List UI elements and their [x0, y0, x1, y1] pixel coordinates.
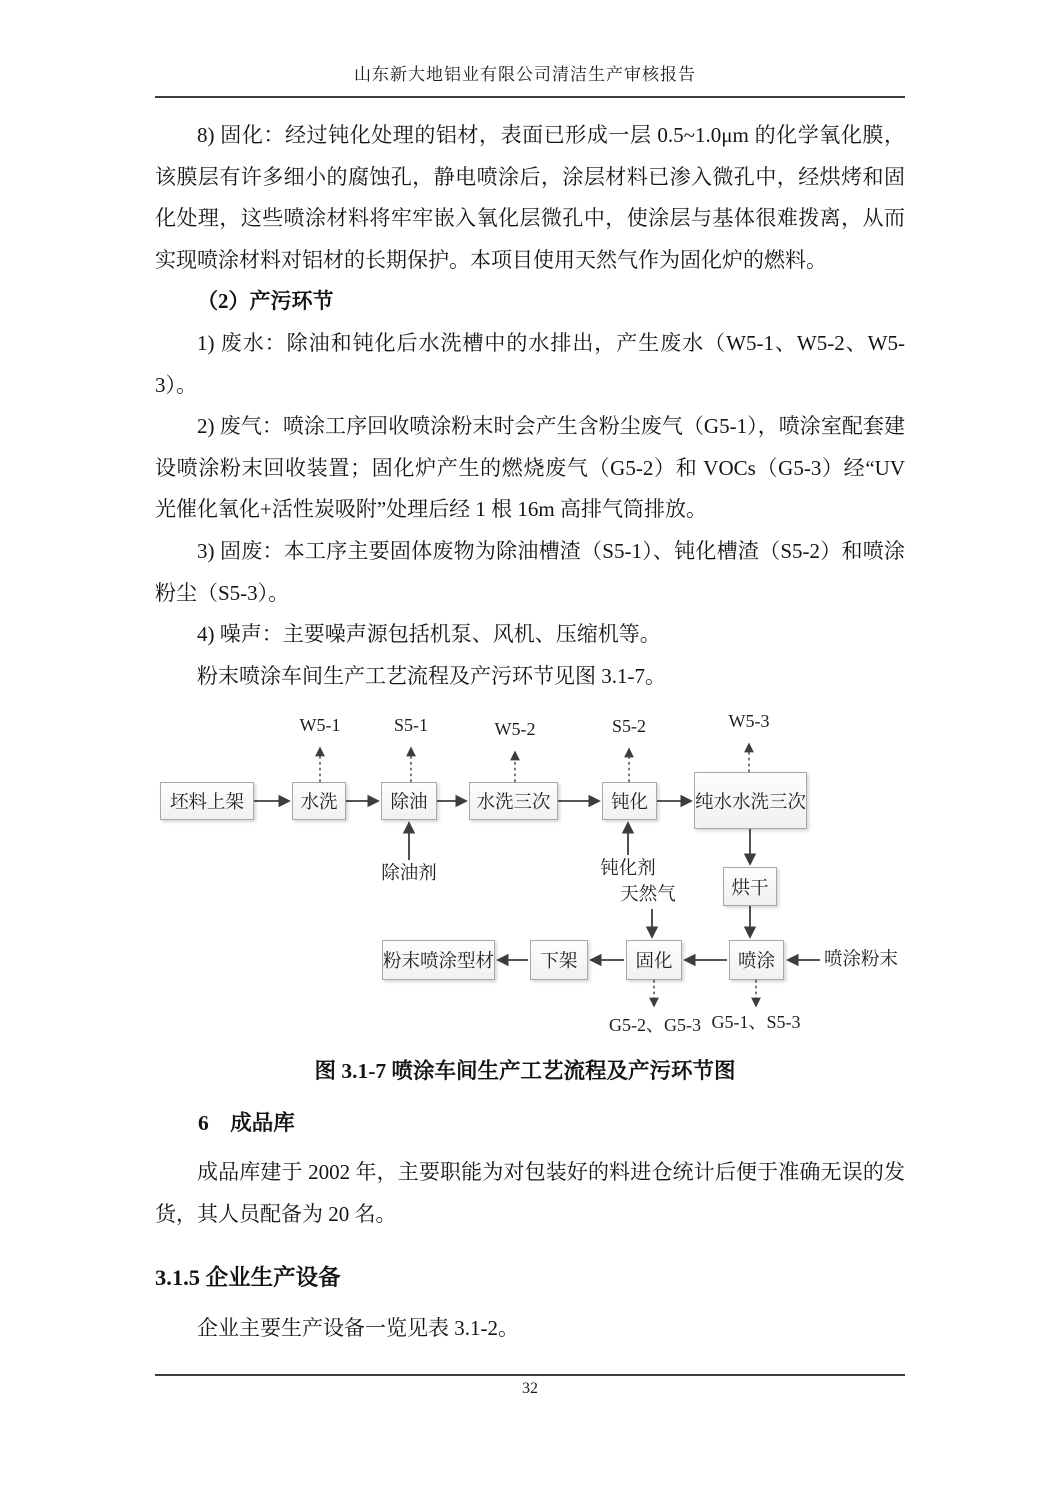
node-curing: 固化: [626, 940, 682, 980]
flow-arrows: [0, 707, 1050, 1042]
paragraph-figure-reference: 粉末喷涂车间生产工艺流程及产污环节见图 3.1-7。: [197, 663, 666, 688]
label-s5-2: S5-2: [611, 716, 647, 737]
paragraph-curing: 8) 固化：经过钝化处理的铝材，表面已形成一层 0.5~1.0μm 的化学氧化膜，该膜层有许多细小的腐蚀孔，静电喷涂后，涂层材料已渗入微孔中，经烘烤和固化处理，这些喷涂材料将牢牢嵌入氧化层微孔中，使涂层与基体很难拨离，从而实现喷涂材料对铝材的长期保护。本项目使用天然气作为固化炉的燃料。: [155, 123, 905, 272]
heading-finished-goods-warehouse: 6 成品库: [198, 1111, 295, 1136]
paragraph-wastewater: 1) 废水：除油和钝化后水洗槽中的水排出，产生废水（W5-1、W5-2、W5-3）。: [155, 330, 905, 397]
label-natural-gas: 天然气: [620, 885, 676, 906]
process-flow-diagram: [0, 707, 1050, 1042]
label-degreaser: 除油剂: [381, 864, 437, 885]
footer-rule: [155, 1374, 905, 1376]
label-curing-emissions: G5-2、G5-3: [609, 1015, 701, 1036]
header-rule: [155, 96, 905, 98]
label-w5-2: W5-2: [494, 719, 536, 740]
node-degrease: 除油: [381, 782, 437, 820]
paragraph-noise: 4) 噪声：主要噪声源包括机泵、风机、压缩机等。: [197, 622, 661, 647]
node-water-wash: 水洗: [292, 782, 346, 820]
figure-caption: 图 3.1-7 喷涂车间生产工艺流程及产污环节图: [314, 1059, 736, 1084]
body-text: [155, 115, 905, 697]
heading-pollution-links: （2）产污环节: [197, 289, 334, 314]
node-passivation: 钝化: [602, 782, 657, 820]
node-pure-water-wash: 纯水水洗三次: [694, 772, 807, 829]
node-drying: 烘干: [723, 867, 777, 906]
node-spraying: 喷涂: [729, 940, 784, 980]
paragraph-finished-goods: 成品库建于 2002 年，主要职能为对包装好的料进仓统计后便于准确无误的发货，其人员配备为 20 名。: [155, 1160, 905, 1226]
label-spraying-emissions: G5-1、S5-3: [711, 1012, 801, 1033]
label-s5-1: S5-1: [393, 715, 429, 736]
paragraph-wastegas: 2) 废气：喷涂工序回收喷涂粉末时会产生含粉尘废气（G5-1），喷涂室配套建设喷涂粉末回收装置；固化炉产生的燃烧废气（G5-2）和 VOCs（G5-3）经“UV光催化氧化+活性炭吸附”处理后经 1 根 16m 高排气筒排放。: [155, 414, 905, 522]
node-triple-wash: 水洗三次: [469, 782, 558, 820]
finished-goods-paragraph-wrap: [155, 1152, 905, 1235]
header-title: 山东新大地铝业有限公司清洁生产审核报告: [354, 65, 696, 84]
node-powder-coated-profile: 粉末喷涂型材: [382, 940, 495, 980]
paragraph-equipment-reference: 企业主要生产设备一览见表 3.1-2。: [197, 1315, 519, 1340]
node-unloading: 下架: [530, 940, 588, 980]
label-w5-1: W5-1: [299, 715, 341, 736]
label-w5-3: W5-3: [728, 711, 770, 732]
label-passivator: 钝化剂: [600, 859, 656, 880]
heading-production-equipment: 3.1.5 企业生产设备: [155, 1264, 341, 1290]
paragraph-solid-waste: 3) 固废：本工序主要固体废物为除油槽渣（S5-1）、钝化槽渣（S5-2）和喷涂粉尘（S5-3）。: [155, 538, 905, 605]
equipment-paragraph-wrap: [155, 1308, 905, 1350]
label-spray-powder: 喷涂粉末: [824, 950, 899, 971]
node-blank-loading: 坯料上架: [160, 782, 254, 820]
page-number: 32: [522, 1380, 538, 1397]
